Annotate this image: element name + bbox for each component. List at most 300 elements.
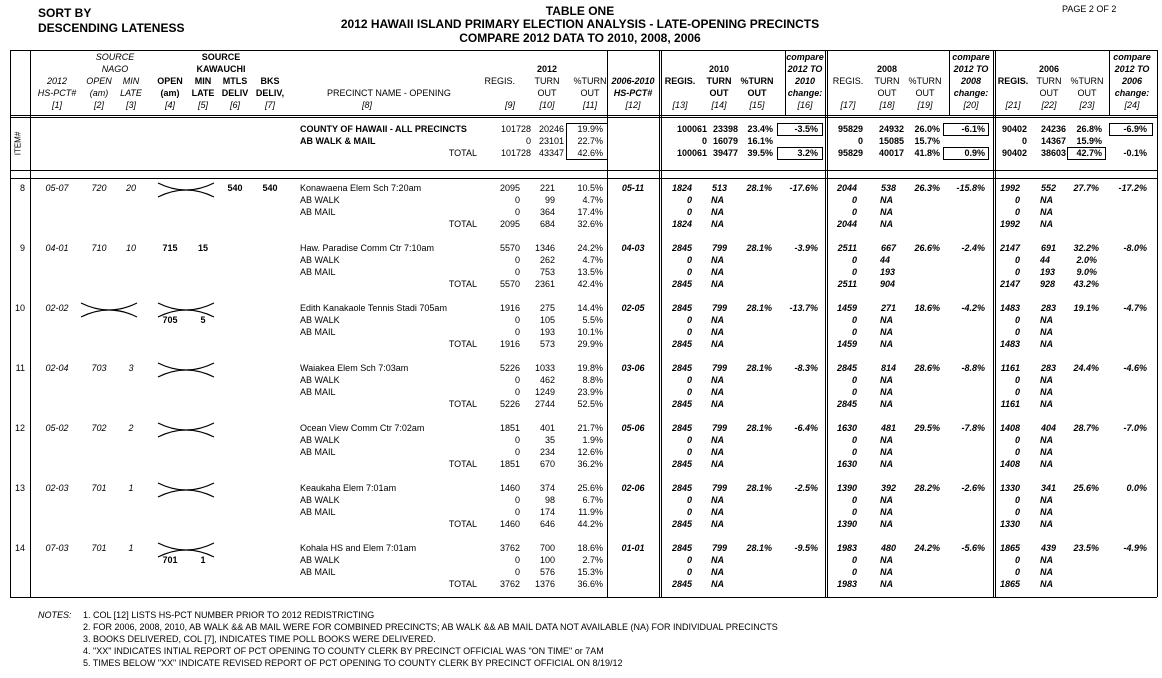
turnout-2008-total: NA (880, 579, 893, 589)
county-pct-2008: 15.7% (914, 136, 940, 146)
column-header-c7: [7] (264, 100, 275, 110)
ab-walk-label: AB WALK (300, 435, 340, 445)
regis-2008: 0 (851, 207, 857, 217)
regis-2006: 0 (1014, 375, 1020, 385)
column-header-c12: HS-PCT# (613, 88, 653, 98)
turnout-2010: 799 (711, 423, 727, 433)
note-3: 3. BOOKS DELIVERED, COL [7], INDICATES TIME POLL BOOKS WERE DELIVERED. (83, 634, 436, 644)
regis-2006: 0 (1014, 255, 1020, 265)
regis-2008: 0 (851, 567, 857, 577)
column-header-c14: [14] (711, 100, 727, 110)
column-header-c18: OUT (877, 88, 897, 98)
old-hs-pct: 05-11 (621, 183, 645, 193)
regis-2012: 5570 (499, 243, 520, 253)
turnout-2012: 100 (539, 555, 555, 565)
precinct-name: Ocean View Comm Ctr 7:02am (300, 423, 425, 433)
ab-walk-label: AB WALK (300, 375, 340, 385)
item-number: 9 (19, 243, 25, 253)
regis-2012: 0 (514, 567, 520, 577)
turnout-2012: 35 (544, 435, 555, 445)
regis-2010: 0 (686, 555, 692, 565)
change-2006: -8.0% (1123, 243, 1147, 253)
column-header-c14: TURN (706, 76, 732, 86)
column-header-c13: [13] (672, 100, 688, 110)
grid-line (993, 50, 994, 597)
item-number: 13 (14, 483, 25, 493)
turnout-2012: 374 (539, 483, 555, 493)
turnout-2008-mail: NA (880, 387, 893, 397)
turnout-2006-walk: 44 (1040, 255, 1051, 265)
county-turnout-2008: 24932 (878, 124, 904, 134)
note-5: 5. TIMES BELOW "XX" INDICATE REVISED REPORT OF PCT OPENING TO COUNTY CLERK BY PRECINCT OFFICIAL ON 8/19/12 (83, 658, 623, 668)
page-title: 2012 HAWAII ISLAND PRIMARY ELECTION ANALYSIS - LATE-OPENING PRECINCTS (340, 17, 820, 31)
turnout-2008-total: NA (880, 459, 893, 469)
pct-2012: 21.7% (577, 423, 603, 433)
old-hs-pct: 05-06 (621, 423, 645, 433)
turnout-2006: 439 (1040, 543, 1056, 553)
county-turnout-2006: 24236 (1040, 124, 1066, 134)
nago-open: 710 (91, 243, 107, 253)
regis-2012: 0 (514, 387, 520, 397)
pct-2010: 28.1% (746, 483, 772, 493)
pct-2012: 8.8% (582, 375, 603, 385)
pct-2012: 42.4% (577, 279, 603, 289)
regis-2010: 2845 (671, 579, 692, 589)
pct-2012: 32.6% (577, 219, 603, 229)
regis-2010: 0 (686, 375, 692, 385)
precinct-name: Konawaena Elem Sch 7:20am (300, 183, 422, 193)
sort-by-value: DESCENDING LATENESS (38, 21, 185, 35)
regis-2008: 2511 (837, 279, 857, 289)
regis-2006: 1408 (999, 459, 1020, 469)
sort-by-label: SORT BY (38, 6, 92, 20)
turnout-2006: 552 (1040, 183, 1056, 193)
county-change-2010: 3.2% (797, 148, 818, 158)
regis-2010: 2845 (671, 543, 692, 553)
na-value: NA (711, 375, 724, 385)
county-pct-2008: 26.0% (914, 124, 940, 134)
turnout-2012: 1249 (534, 387, 555, 397)
ab-mail-label: AB MAIL (300, 207, 336, 217)
pct-2008: 28.6% (914, 363, 940, 373)
column-header-c24: 2012 TO (1114, 64, 1150, 74)
pct-2012: 15.3% (577, 567, 603, 577)
regis-2012: 1851 (499, 459, 520, 469)
regis-2012: 5570 (499, 279, 520, 289)
turnout-2012: 2744 (534, 399, 555, 409)
column-header-c23: [23] (1079, 100, 1095, 110)
item-label: ITEM# (13, 131, 23, 156)
column-header-c11: [11] (582, 100, 598, 110)
column-header-c2: [2] (93, 100, 104, 110)
regis-2010: 2845 (671, 279, 692, 289)
regis-2006: 2147 (999, 243, 1020, 253)
regis-2012: 0 (514, 255, 520, 265)
regis-2008: 1459 (836, 303, 857, 313)
regis-2008: 0 (851, 267, 857, 277)
column-header-c17: [17] (840, 100, 856, 110)
column-header-c5: [5] (197, 100, 208, 110)
county-pct-2010: 16.1% (747, 136, 773, 146)
regis-2012: 0 (514, 315, 520, 325)
column-header-c7: DELIV, (255, 88, 285, 98)
pct-2012: 13.5% (577, 267, 603, 277)
pct-2006-mail: 9.0% (1076, 267, 1097, 277)
hs-pct: 04-01 (45, 243, 69, 253)
na-value: NA (711, 567, 724, 577)
turnout-2008: 538 (880, 183, 896, 193)
na-value: NA (711, 495, 724, 505)
turnout-2006-mail: NA (1040, 567, 1053, 577)
change-2006: -17.2% (1118, 183, 1147, 193)
na-value: NA (711, 339, 724, 349)
change-2008: -4.2% (961, 303, 985, 313)
grid-line (10, 117, 1157, 118)
column-header-c3: [3] (125, 100, 136, 110)
column-header-c5: MIN (194, 76, 212, 86)
county-change-2008: 0.9% (964, 148, 985, 158)
change-2008: -15.8% (956, 183, 985, 193)
nago-late: 2 (128, 423, 134, 433)
column-header-c20: 2008 (960, 76, 982, 86)
regis-2012: 2095 (499, 183, 520, 193)
regis-2012: 0 (514, 555, 520, 565)
county-row-name: COUNTY OF HAWAII - ALL PRECINCTS (300, 124, 467, 134)
pct-2006: 28.7% (1073, 423, 1099, 433)
turnout-2008-walk: NA (880, 195, 893, 205)
regis-2006: 1992 (999, 183, 1020, 193)
change-2006: -4.6% (1123, 363, 1147, 373)
regis-2012: 0 (514, 267, 520, 277)
ab-mail-label: AB MAIL (300, 327, 336, 337)
regis-2006: 1330 (999, 483, 1020, 493)
column-header-c6: DELIV (221, 88, 249, 98)
kawauchi-open: 701 (162, 555, 178, 565)
regis-2008: 1630 (836, 423, 857, 433)
regis-2008: 0 (851, 327, 857, 337)
turnout-2008-mail: NA (880, 567, 893, 577)
nago-late: 20 (125, 183, 136, 193)
regis-2006: 1865 (999, 579, 1020, 589)
total-label: TOTAL (448, 399, 477, 409)
regis-2012: 1916 (499, 339, 520, 349)
column-header-c11: OUT (580, 88, 600, 98)
change-2006: -4.9% (1123, 543, 1147, 553)
turnout-2010: 513 (711, 183, 727, 193)
ab-mail-label: AB MAIL (300, 567, 336, 577)
county-turnout: 43347 (538, 148, 564, 158)
pct-2012: 17.4% (577, 207, 603, 217)
pct-2012: 12.6% (577, 447, 603, 457)
grid-line (10, 50, 1157, 51)
column-header-src_nago: SOURCE (95, 52, 135, 62)
turnout-2006-mail: 193 (1040, 267, 1056, 277)
grid-line (995, 50, 996, 597)
regis-2006: 1992 (999, 219, 1020, 229)
regis-2008: 2845 (836, 363, 857, 373)
turnout-2008: 392 (880, 483, 896, 493)
regis-2010: 0 (686, 567, 692, 577)
regis-2006: 1408 (999, 423, 1020, 433)
pct-2006-total: 43.2% (1073, 279, 1099, 289)
regis-2006: 0 (1014, 315, 1020, 325)
pct-2008: 26.6% (914, 243, 940, 253)
na-value: NA (711, 459, 724, 469)
turnout-2008: 667 (880, 243, 896, 253)
old-hs-pct: 02-06 (621, 483, 645, 493)
turnout-2010: 799 (711, 243, 727, 253)
pct-2006: 23.5% (1073, 543, 1099, 553)
hs-pct: 02-04 (45, 363, 69, 373)
column-header-c8: PRECINCT NAME - OPENING (327, 88, 451, 98)
regis-2006: 0 (1014, 327, 1020, 337)
kawauchi-late: 5 (200, 315, 206, 325)
nago-open: 720 (91, 183, 107, 193)
column-header-c19: [19] (917, 100, 933, 110)
pct-2012: 6.7% (582, 495, 603, 505)
regis-2008: 0 (851, 495, 857, 505)
column-header-c13: REGIS. (664, 76, 696, 86)
kawauchi-late: 15 (197, 243, 208, 253)
county-change-2008: -6.1% (961, 124, 985, 134)
regis-2008: 0 (851, 315, 857, 325)
regis-2010: 0 (686, 507, 692, 517)
turnout-2012: 262 (539, 255, 555, 265)
page-subtitle: COMPARE 2012 DATA TO 2010, 2008, 2006 (459, 31, 701, 45)
turnout-2012: 275 (539, 303, 555, 313)
county-turnout-2010: 23398 (712, 124, 738, 134)
turnout-2006-total: NA (1040, 459, 1053, 469)
precinct-name: Waiakea Elem Sch 7:03am (300, 363, 409, 373)
turnout-2008-walk: NA (880, 315, 893, 325)
county-turnout-2010: 39477 (712, 148, 738, 158)
pct-2008: 28.2% (914, 483, 940, 493)
pct-2006: 32.2% (1073, 243, 1099, 253)
turnout-2012: 670 (539, 459, 555, 469)
county-regis-2008: 0 (857, 136, 863, 146)
pct-2012: 19.8% (577, 363, 603, 373)
regis-2010: 0 (686, 315, 692, 325)
hs-pct: 05-07 (45, 183, 69, 193)
regis-2012: 0 (514, 495, 520, 505)
regis-2012: 0 (514, 195, 520, 205)
turnout-2006-mail: NA (1040, 507, 1053, 517)
column-header-c20: compare (952, 52, 990, 62)
turnout-2006-mail: NA (1040, 447, 1053, 457)
regis-2010: 0 (686, 267, 692, 277)
regis-2006: 2147 (999, 279, 1020, 289)
nago-open: 701 (91, 483, 107, 493)
column-header-c5: LATE (191, 88, 215, 98)
regis-2010: 0 (686, 327, 692, 337)
column-header-c10: [10] (539, 100, 555, 110)
table-number: TABLE ONE (545, 4, 615, 18)
turnout-2012: 193 (539, 327, 555, 337)
turnout-2008-mail: NA (880, 327, 893, 337)
column-header-c18: TURN (874, 76, 900, 86)
turnout-2008-total: NA (880, 519, 893, 529)
column-header-c19: OUT (915, 88, 935, 98)
turnout-2008-total: NA (880, 219, 893, 229)
regis-2012: 1460 (499, 519, 520, 529)
column-header-src_kaw: SOURCE (201, 52, 241, 62)
regis-2006: 0 (1014, 447, 1020, 457)
pct-2010: 28.1% (746, 243, 772, 253)
turnout-2008-mail: NA (880, 447, 893, 457)
turnout-2008-mail: 193 (880, 267, 896, 277)
turnout-2012: 221 (539, 183, 555, 193)
county-regis-2006: 90402 (1001, 124, 1027, 134)
column-header-c12: 2006-2010 (611, 76, 655, 86)
column-header-c16: [16] (797, 100, 813, 110)
column-header-c12: [12] (625, 100, 641, 110)
column-header-c17: REGIS. (832, 76, 864, 86)
turnout-2008-walk: 44 (880, 255, 891, 265)
note-1: 1. COL [12] LISTS HS-PCT NUMBER PRIOR TO 2012 REDISTRICTING (83, 610, 375, 620)
column-header-c4: (am) (160, 88, 180, 98)
precinct-name: Haw. Paradise Comm Ctr 7:10am (300, 243, 435, 253)
ab-walk-label: AB WALK (300, 495, 340, 505)
turnout-2006-total: NA (1040, 519, 1053, 529)
grid-line (825, 50, 826, 597)
pct-2012: 4.7% (582, 255, 603, 265)
na-value: NA (711, 207, 724, 217)
column-header-c2: (am) (89, 88, 109, 98)
regis-2008: 1983 (836, 579, 857, 589)
column-header-c20: [20] (963, 100, 979, 110)
na-value: NA (711, 579, 724, 589)
column-header-c6: [6] (229, 100, 240, 110)
column-header-c22: TURN (1036, 76, 1062, 86)
pct-2010: 28.1% (746, 423, 772, 433)
county-regis-2010: 100061 (676, 124, 707, 134)
turnout-2006-mail: NA (1040, 327, 1053, 337)
pct-2012: 11.9% (578, 507, 603, 517)
regis-2006: 0 (1014, 507, 1020, 517)
grid-line (10, 597, 1157, 598)
turnout-2012: 646 (539, 519, 555, 529)
regis-2012: 0 (514, 327, 520, 337)
column-header-c20: 2012 TO (953, 64, 989, 74)
column-header-c1: HS-PCT# (37, 88, 77, 98)
regis-2006: 1483 (999, 339, 1020, 349)
kawauchi-open: 715 (162, 243, 178, 253)
turnout-2010: 799 (711, 483, 727, 493)
change-2010: -3.9% (794, 243, 818, 253)
county-pct: 22.7% (577, 136, 603, 146)
regis-2008: 1390 (836, 483, 857, 493)
ab-mail-label: AB MAIL (300, 267, 336, 277)
regis-2008: 0 (851, 435, 857, 445)
regis-2010: 0 (686, 255, 692, 265)
grid-line (10, 115, 1157, 116)
change-2006: -4.7% (1123, 303, 1147, 313)
regis-2008: 1630 (836, 459, 857, 469)
turnout-2006-total: NA (1040, 399, 1053, 409)
regis-2006: 0 (1014, 555, 1020, 565)
regis-2010: 2845 (671, 363, 692, 373)
column-header-c16: change: (787, 88, 823, 98)
notes-label: NOTES: (38, 610, 72, 620)
turnout-2008-walk: NA (880, 435, 893, 445)
column-header-c10: 2012 (536, 64, 558, 74)
pct-2012: 29.9% (577, 339, 603, 349)
column-header-c10: OUT (537, 88, 557, 98)
turnout-2012: 2361 (534, 279, 555, 289)
regis-2008: 0 (851, 387, 857, 397)
regis-2010: 1824 (671, 183, 692, 193)
change-2010: -17.6% (789, 183, 818, 193)
regis-2012: 3762 (499, 579, 520, 589)
regis-2012: 0 (514, 435, 520, 445)
ab-mail-label: AB MAIL (300, 447, 336, 457)
grid-line (827, 50, 828, 597)
pct-2010: 28.1% (746, 303, 772, 313)
turnout-2012: 1376 (534, 579, 555, 589)
column-header-c20: change: (953, 88, 989, 98)
regis-2010: 2845 (671, 243, 692, 253)
column-header-c18: [18] (879, 100, 895, 110)
column-header-c21: [21] (1005, 100, 1021, 110)
county-change-2010: -3.5% (794, 124, 818, 134)
change-2010: -9.5% (794, 543, 818, 553)
turnout-2006-walk: NA (1040, 195, 1053, 205)
total-label: TOTAL (448, 579, 477, 589)
pct-2008: 18.6% (914, 303, 940, 313)
na-value: NA (711, 507, 724, 517)
turnout-2010: 799 (711, 303, 727, 313)
county-change-2006: -6.9% (1123, 124, 1147, 134)
column-header-c16: compare (786, 52, 824, 62)
regis-2008: 1390 (836, 519, 857, 529)
item-number: 14 (14, 543, 25, 553)
ab-walk-label: AB WALK (300, 315, 340, 325)
turnout-2006-walk: NA (1040, 555, 1053, 565)
na-value: NA (711, 435, 724, 445)
na-value: NA (711, 267, 724, 277)
regis-2010: 0 (686, 387, 692, 397)
turnout-2006-walk: NA (1040, 435, 1053, 445)
regis-2008: 0 (851, 507, 857, 517)
turnout-2008: 481 (880, 423, 896, 433)
turnout-2012: 364 (539, 207, 555, 217)
old-hs-pct: 04-03 (621, 243, 645, 253)
turnout-2008-mail: NA (880, 207, 893, 217)
pct-2012: 36.2% (577, 459, 603, 469)
na-value: NA (711, 219, 724, 229)
regis-2006: 0 (1014, 267, 1020, 277)
note-4: 4. "XX" INDICATES INTIAL REPORT OF PCT OPENING TO COUNTY CLERK BY PRECINCT OFFICIAL WAS "ON TIME" or 7AM (83, 646, 604, 656)
item-number: 10 (14, 303, 25, 313)
regis-2008: 0 (851, 195, 857, 205)
item-number: 8 (19, 183, 25, 193)
turnout-2012: 105 (539, 315, 555, 325)
pct-2012: 1.9% (582, 435, 603, 445)
column-header-c10: TURN (534, 76, 560, 86)
county-regis: 101728 (500, 148, 531, 158)
grid-line (10, 50, 11, 597)
turnout-2012: 98 (544, 495, 555, 505)
turnout-2006-total: NA (1040, 579, 1053, 589)
pct-2012: 4.7% (582, 195, 603, 205)
turnout-2008-total: 904 (880, 279, 896, 289)
books-delivered: 540 (262, 183, 278, 193)
column-header-c1: [1] (51, 100, 62, 110)
grid-line (30, 50, 31, 597)
change-2008: -2.6% (961, 483, 985, 493)
regis-2012: 2095 (499, 219, 520, 229)
turnout-2006-mail: NA (1040, 387, 1053, 397)
